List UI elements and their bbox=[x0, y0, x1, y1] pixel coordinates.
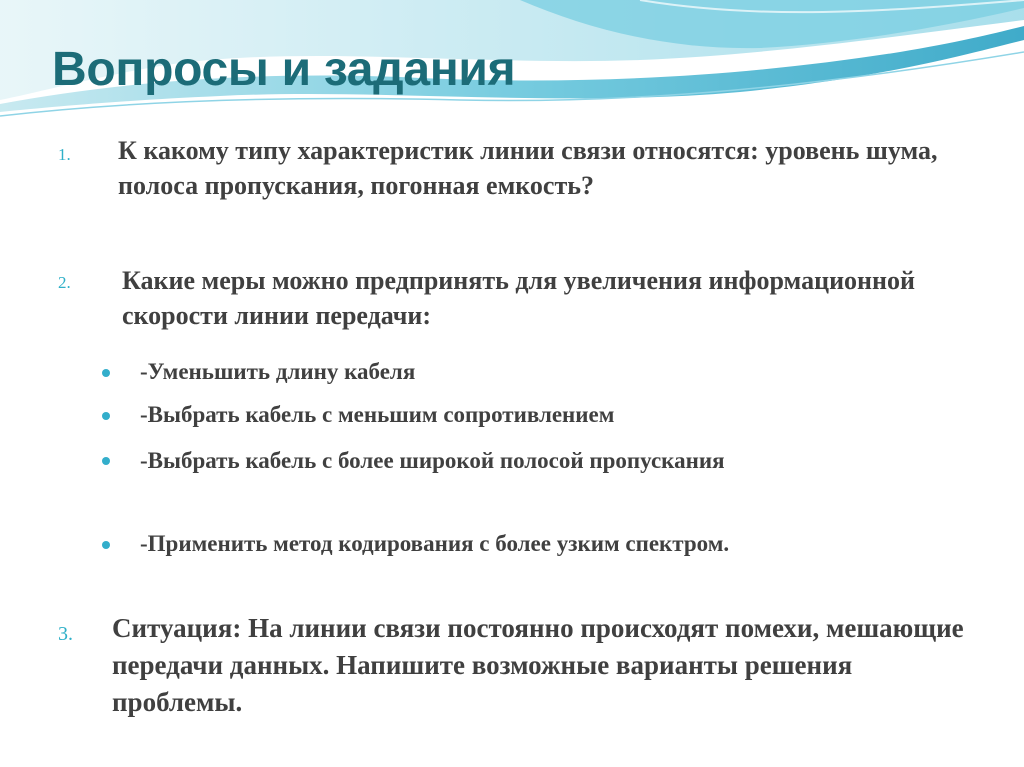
answer-item: -Выбрать кабель с меньшим сопротивлением bbox=[140, 402, 615, 427]
question-text: Какие меры можно предпринять для увеличения информационной скорости линии передачи: bbox=[122, 266, 915, 330]
question-number: 3. bbox=[58, 623, 73, 645]
bullet-dot bbox=[102, 541, 110, 549]
question-number: 1. bbox=[58, 145, 71, 164]
question-number: 2. bbox=[58, 273, 71, 292]
bullet-dot bbox=[102, 457, 110, 465]
bullet-dot bbox=[102, 369, 110, 377]
answer-item: -Выбрать кабель с более широкой полосой пропускания bbox=[140, 448, 725, 473]
question-text: Ситуация: На линии связи постоянно происходят помехи, мешающие передачи данных. Напишите возможные варианты решения проблемы. bbox=[112, 613, 964, 717]
question-text: К какому типу характеристик линии связи относятся: уровень шума, полоса пропускания, погонная емкость? bbox=[118, 136, 938, 200]
answer-item: -Применить метод кодирования с более узким спектром. bbox=[140, 531, 730, 556]
slide-title: Вопросы и задания bbox=[52, 43, 516, 96]
answer-item: -Уменьшить длину кабеля bbox=[140, 359, 416, 384]
bullet-dot bbox=[102, 412, 110, 420]
